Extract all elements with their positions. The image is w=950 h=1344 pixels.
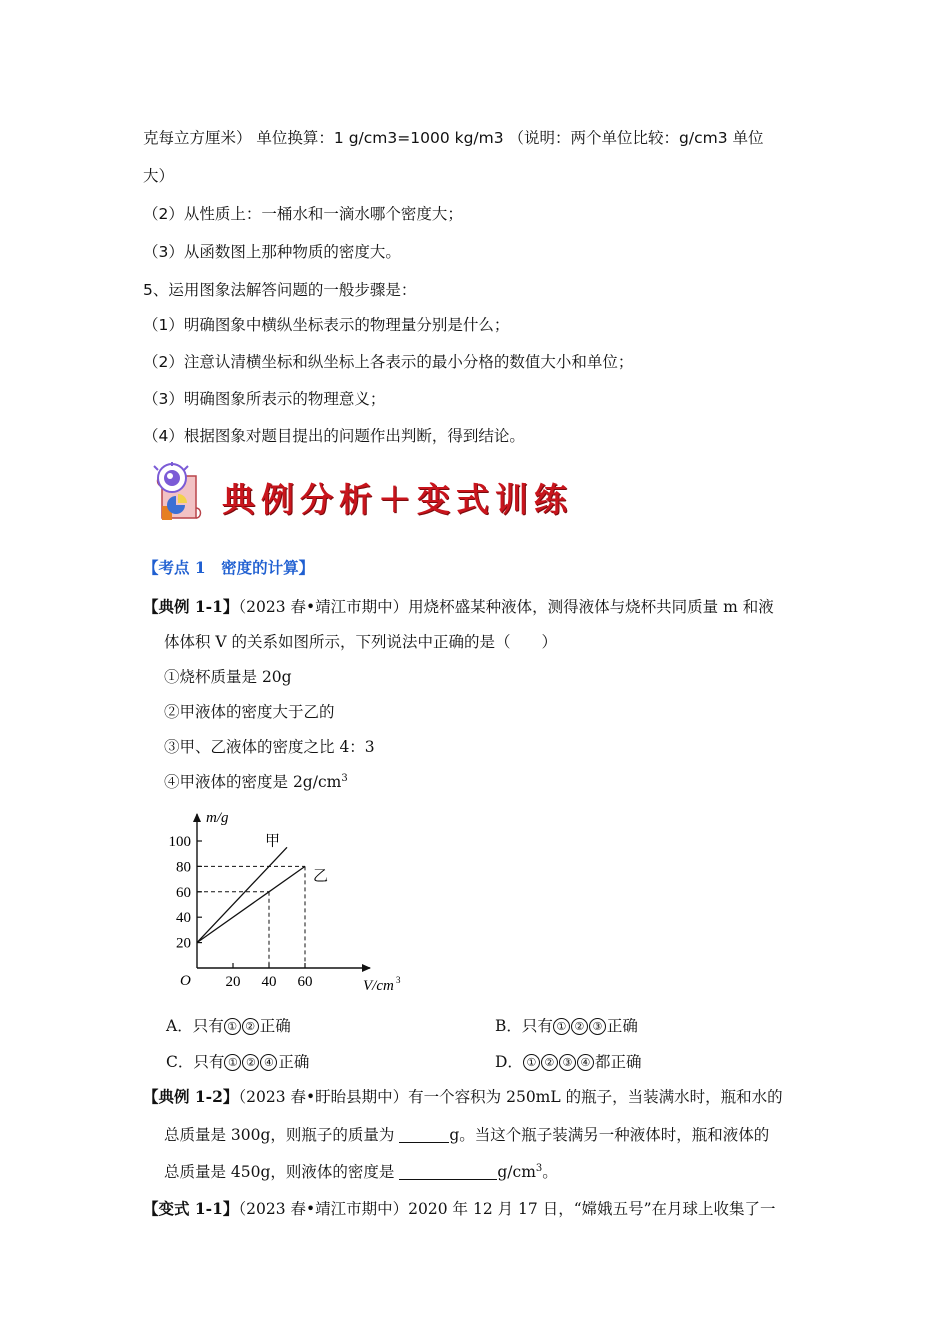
option-b[interactable] xyxy=(495,1015,638,1037)
option-a-tail: 正确 xyxy=(259,1017,291,1035)
knowledge-line-2: 大） xyxy=(143,167,175,185)
chart-svg xyxy=(160,800,420,1000)
example-1-2-line-3 xyxy=(164,1161,558,1183)
option-c-label: C．只有 xyxy=(166,1053,225,1071)
example-1-2-stem-3b: g/cm xyxy=(497,1163,536,1181)
variant-1-1-line-1 xyxy=(143,1198,776,1220)
series-label-0: 甲 xyxy=(265,833,281,850)
statement-4-sup: 3 xyxy=(341,772,348,784)
example-1-1-tag: 【典例 1-1】 xyxy=(143,597,239,616)
statement-1 xyxy=(164,666,292,688)
statement-2 xyxy=(164,701,335,723)
statement-4-num: ④ xyxy=(164,773,180,791)
option-c-num-2: ② xyxy=(242,1054,259,1071)
origin-label: O xyxy=(180,973,191,989)
banner-title: 典例分析＋变式训练 xyxy=(222,480,573,519)
knowledge-line-3: （2）从性质上：一桶水和一滴水哪个密度大； xyxy=(143,205,463,223)
knowledge-line-9: （4）根据图象对题目提出的问题作出判断，得到结论。 xyxy=(143,427,525,445)
variant-1-1-stem-1: （2023 春•靖江市期中）2020 年 12 月 17 日，“嫦娥五号”在月球上收集了一 xyxy=(238,1200,776,1218)
option-b-num-1: ① xyxy=(553,1018,570,1035)
example-1-2-line-1 xyxy=(143,1086,783,1108)
example-1-2-stem-2b: g。当这个瓶子装满另一种液体时，瓶和液体的 xyxy=(449,1126,770,1144)
option-a-num-1: ① xyxy=(224,1018,241,1035)
banner-emblem-icon xyxy=(150,462,210,524)
knowledge-line-6: （1）明确图象中横纵坐标表示的物理量分别是什么； xyxy=(143,316,510,334)
section-title: 【考点 1 密度的计算】 xyxy=(143,558,315,577)
example-1-2-stem-3a: 总质量是 450g，则液体的密度是 xyxy=(164,1163,400,1181)
option-d-label: D． xyxy=(495,1053,523,1071)
option-a[interactable] xyxy=(166,1015,291,1037)
y-tick-label-60: 60 xyxy=(176,884,191,901)
example-1-1-stem-1: （2023 春•靖江市期中）用烧杯盛某种液体，测得液体与烧杯共同质量 m 和液 xyxy=(238,598,774,616)
y-tick-label-40: 40 xyxy=(176,910,191,927)
statement-3-num: ③ xyxy=(164,738,180,756)
variant-1-1-tag: 【变式 1-1】 xyxy=(143,1199,239,1218)
option-c-num-1: ① xyxy=(224,1054,241,1071)
y-tick-label-80: 80 xyxy=(176,859,191,876)
knowledge-line-1: 克每立方厘米） 单位换算：1 g/cm3=1000 kg/m3 （说明：两个单位比较：g/cm3 单位 xyxy=(143,129,764,147)
series-label-1: 乙 xyxy=(313,868,329,885)
y-tick-label-20: 20 xyxy=(176,935,191,952)
statement-3-text: 甲、乙液体的密度之比 4：3 xyxy=(179,738,375,756)
option-d-num-4: ④ xyxy=(577,1054,594,1071)
example-1-1-line-1 xyxy=(143,596,774,618)
statement-3 xyxy=(164,736,375,758)
option-c-tail: 正确 xyxy=(278,1053,310,1071)
knowledge-line-7: （2）注意认清横坐标和纵坐标上各表示的最小分格的数值大小和单位； xyxy=(143,353,634,371)
statement-1-num: ① xyxy=(164,668,180,686)
option-c[interactable] xyxy=(166,1051,309,1073)
x-tick-label-20: 20 xyxy=(225,974,241,990)
example-1-2-stem-3c: 。 xyxy=(542,1163,558,1181)
option-b-num-2: ② xyxy=(571,1018,588,1035)
option-d-num-2: ② xyxy=(541,1054,558,1071)
statement-2-num: ② xyxy=(164,703,180,721)
mass-volume-chart xyxy=(160,800,420,1000)
example-1-2-stem-1: （2023 春•盱眙县期中）有一个容积为 250mL 的瓶子，当装满水时，瓶和水的 xyxy=(238,1088,783,1106)
y-axis-label: m/g xyxy=(206,810,229,826)
statement-4 xyxy=(164,771,348,793)
option-c-num-3: ④ xyxy=(260,1054,277,1071)
series-line-0 xyxy=(197,847,287,942)
statement-4-text: 甲液体的密度是 2g/cm xyxy=(179,773,342,791)
statement-2-text: 甲液体的密度大于乙的 xyxy=(179,703,335,721)
example-1-1-line-2: 体体积 V 的关系如图所示，下列说法中正确的是（ ） xyxy=(164,633,558,651)
option-d-tail: 都正确 xyxy=(594,1053,642,1071)
y-tick-label-100: 100 xyxy=(168,834,191,850)
example-1-2-stem-2a: 总质量是 300g，则瓶子的质量为 xyxy=(164,1126,400,1144)
example-1-2-tag: 【典例 1-2】 xyxy=(143,1087,239,1106)
option-a-num-2: ② xyxy=(242,1018,259,1035)
example-1-2-sup: 3 xyxy=(535,1162,543,1174)
option-a-label: A．只有 xyxy=(166,1017,224,1035)
liquid-density-blank[interactable] xyxy=(399,1163,497,1180)
option-b-label: B．只有 xyxy=(495,1017,553,1035)
statement-1-text: 烧杯质量是 20g xyxy=(179,668,292,686)
x-axis-label: V/cm xyxy=(363,978,394,994)
knowledge-line-8: （3）明确图象所表示的物理意义； xyxy=(143,390,386,408)
option-d-num-3: ③ xyxy=(559,1054,576,1071)
option-b-num-3: ③ xyxy=(589,1018,606,1035)
x-tick-label-60: 60 xyxy=(297,974,313,990)
x-axis-label-sup: 3 xyxy=(396,975,401,985)
option-b-tail: 正确 xyxy=(606,1017,638,1035)
option-d[interactable] xyxy=(495,1051,641,1073)
bottle-mass-blank[interactable] xyxy=(399,1126,449,1143)
knowledge-line-5: 5、运用图象法解答问题的一般步骤是： xyxy=(143,281,417,299)
example-1-2-line-2 xyxy=(164,1124,769,1146)
x-tick-label-40: 40 xyxy=(261,974,277,990)
knowledge-line-4: （3）从函数图上那种物质的密度大。 xyxy=(143,243,401,261)
series-line-1 xyxy=(197,866,305,942)
option-d-num-1: ① xyxy=(523,1054,540,1071)
